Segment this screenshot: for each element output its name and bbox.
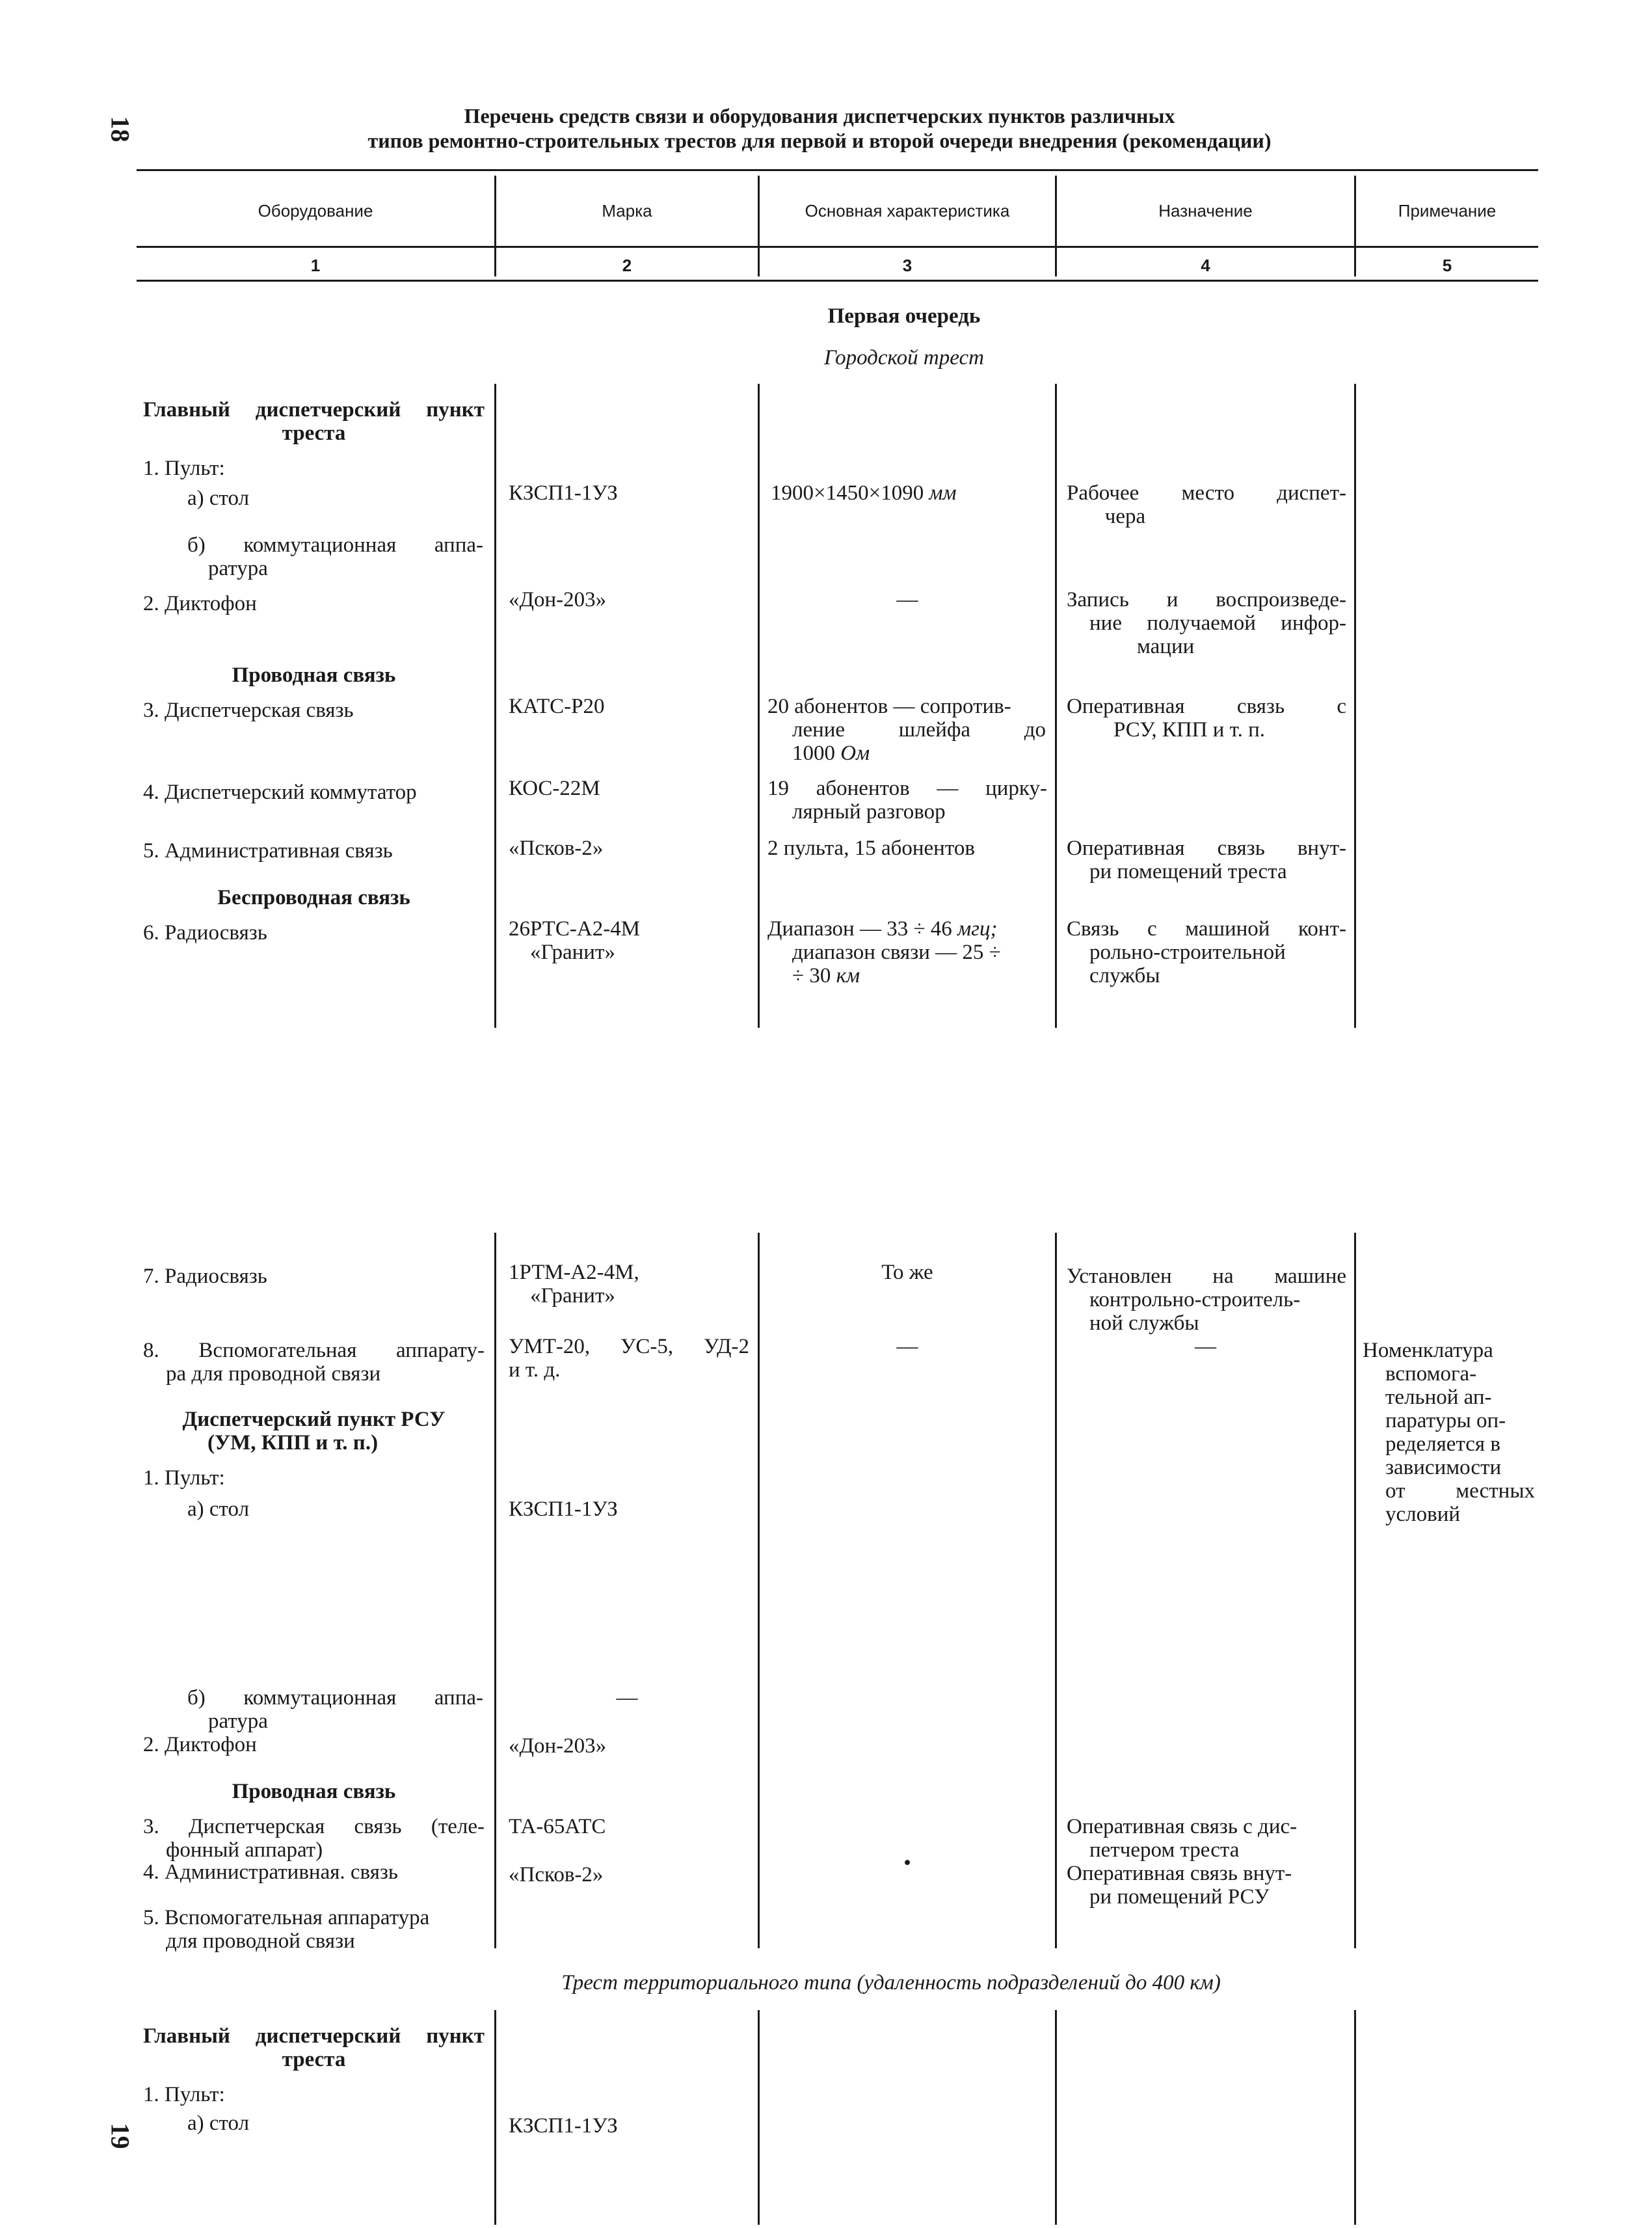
s1-divider-4 [1354,384,1356,1028]
document-title-line2: типов ремонтно-строительных трестов для первой и второй очереди внедрения (рекомендации) [367,129,1272,152]
row-dispatch-switchboard-char-1: 19 абонентов — цирку- [767,777,1047,800]
row-aux-equipment-brand-1: УМТ-20, УС-5, УД-2 [509,1335,749,1358]
row-dispatch-communication-purpose-2: РСУ, КПП и т. п. [1113,718,1265,742]
row-console-table-characteristic: 1900×1450×1090 мм [771,481,957,505]
row-radio-7-brand-2: «Гранит» [530,1284,615,1308]
column-number-5: 5 [1442,256,1452,275]
row-console-table-purpose: Рабочее место диспет- [1067,481,1346,505]
row-radio-brand-1: 26РТС-А2-4М [509,917,641,941]
row-admin-communication-purpose-1: Оперативная связь внут- [1067,837,1346,860]
s3-row-console: 1. Пульт: [143,2083,225,2106]
row-rsu-dictaphone: 2. Диктофон [143,1733,257,1756]
column-header-characteristic: Основная характеристика [805,201,1010,221]
row-radio-7-purpose-1: Установлен на машине [1067,1265,1346,1288]
column-header-brand: Марка [602,201,652,221]
group-main-dispatch-point: Главный диспетчерский пункт [143,398,485,422]
row-rsu-console-table: а) стол [187,1497,250,1521]
column-number-4: 4 [1201,256,1210,275]
page-number-top: 18 [105,116,135,142]
header-rule-bottom [137,280,1538,282]
row-radio-char-1: Диапазон — 33 ÷ 46 мгц; [767,917,998,941]
row-dispatch-communication-brand: КАТС-Р20 [509,695,605,718]
row-radio-7-purpose-3: ной службы [1089,1311,1199,1335]
column-header-note: Примечание [1398,201,1497,221]
row-rsu-aux-equipment: 5. Вспомогательная аппаратура [143,1906,430,1929]
subgroup-wired-communication: Проводная связь [232,664,396,687]
row-rsu-switching-equipment-cont: ратура [208,1710,268,1733]
s3-row-console-table: а) стол [187,2112,250,2135]
document-title-line1: Перечень средств связи и оборудования диспетчерских пунктов различных [464,104,1175,128]
row-rsu-console-table-brand: КЗСП1-1УЗ [509,1497,618,1521]
section-heading-first-stage: Первая очередь [827,304,981,328]
row-switching-equipment: б) коммутационная аппа- [187,533,483,557]
row-rsu-dictaphone-brand: «Дон-203» [509,1734,607,1758]
row-console-table-brand: КЗСП1-1УЗ [509,481,618,505]
row-rsu-aux-equipment-cont: для проводной связи [166,1929,355,1953]
row-dispatch-switchboard-brand: КОС-22М [509,777,600,800]
s3-divider-3 [1055,2010,1057,2225]
row-rsu-console: 1. Пульт: [143,1466,225,1490]
note-nomenclature-6: зависимости [1385,1456,1502,1479]
column-number-1: 1 [310,256,321,275]
note-nomenclature-3: тельной ап- [1385,1386,1492,1409]
row-admin-communication-brand: «Псков-2» [509,837,604,860]
row-aux-equipment-purpose: — [1195,1335,1216,1358]
column-number-3: 3 [902,256,913,275]
row-dispatch-switchboard-char-2: лярный разговор [792,800,946,824]
row-dictaphone-purpose-1: Запись и воспроизведе- [1067,588,1346,611]
row-admin-communication-char: 2 пульта, 15 абонентов [767,837,975,860]
s2-divider-4 [1354,1233,1356,1948]
row-rsu-admin-communication-purpose-1: Оперативная связь внут- [1067,1862,1292,1885]
s3-group-main-dispatch-point-cont: треста [282,2048,346,2071]
row-rsu-switching-equipment-brand: — [616,1686,638,1710]
row-rsu-admin-communication-brand: «Псков-2» [509,1863,604,1886]
header-rule-top [137,169,1538,171]
row-radio-purpose-3: службы [1089,964,1160,987]
note-nomenclature-7: от местных [1385,1479,1535,1503]
row-console-table: а) стол [187,487,250,510]
row-dispatch-switchboard: 4. Диспетчерский коммутатор [143,781,417,804]
row-dictaphone-brand: «Дон-203» [509,588,607,611]
row-switching-equipment-cont: ратура [208,557,268,580]
row-rsu-dispatch-communication-cont: фонный аппарат) [166,1838,323,1862]
row-rsu-dispatch-communication: 3. Диспетчерская связь (теле- [143,1815,485,1838]
row-dictaphone: 2. Диктофон [143,592,257,615]
section-heading-territorial-trust: Трест территориального типа (удаленность подразделений до 400 км) [561,1971,1221,1994]
row-rsu-admin-communication-purpose-2: ри помещений РСУ [1089,1885,1270,1909]
group-rsu-dispatch-point-cont: (УМ, КПП и т. п.) [207,1431,379,1455]
row-radio-7-brand-1: 1РТМ-А2-4М, [509,1261,639,1284]
s3-divider-1 [494,2010,496,2225]
note-nomenclature-2: вспомога- [1385,1362,1477,1386]
row-dictaphone-purpose-3: мации [1137,635,1195,658]
s1-divider-3 [1055,384,1057,1028]
row-dispatch-communication: 3. Диспетчерская связь [143,699,354,722]
row-admin-communication: 5. Административная связь [143,839,393,863]
row-dispatch-communication-purpose-1: Оперативная связь с [1067,695,1346,718]
row-aux-equipment-cont: ра для проводной связи [166,1362,381,1386]
column-number-2: 2 [622,256,632,275]
s3-divider-2 [758,2010,760,2225]
row-rsu-admin-communication: 4. Административная. связь [143,1860,398,1884]
column-header-equipment: Оборудование [258,201,373,221]
subgroup-wireless-communication: Беспроводная связь [217,886,410,909]
row-rsu-dispatch-communication-brand: ТА-65АТС [509,1815,606,1838]
s3-group-main-dispatch-point: Главный диспетчерский пункт [143,2024,485,2048]
row-rsu-switching-equipment: б) коммутационная аппа- [187,1686,483,1710]
row-dispatch-communication-char-3: 1000 Ом [792,742,870,765]
row-radio-brand-2: «Гранит» [530,941,615,964]
row-radio-purpose-1: Связь с машиной конт- [1067,917,1346,941]
row-dispatch-communication-char-1: 20 абонентов — сопротив- [767,695,1011,718]
note-nomenclature-8: условий [1385,1503,1461,1526]
row-radio-7-char: То же [881,1261,933,1284]
group-main-dispatch-point-cont: треста [282,422,346,445]
row-radio-purpose-2: рольно-строительной [1089,941,1286,964]
section-subheading-city-trust: Городской трест [824,346,984,369]
row-aux-equipment-brand-2: и т. д. [509,1358,561,1382]
column-header-purpose: Назначение [1158,201,1253,221]
note-nomenclature-4: паратуры оп- [1385,1409,1506,1432]
note-nomenclature-1: Номенклатура [1363,1339,1493,1362]
subgroup-rsu-wired-communication: Проводная связь [232,1780,396,1803]
row-aux-equipment: 8. Вспомогательная аппарату- [143,1339,485,1362]
page-number-bottom: 19 [105,2123,135,2149]
row-radio: 6. Радиосвязь [143,921,267,945]
row-rsu-dispatch-communication-purpose-1: Оперативная связь с дис- [1067,1815,1298,1838]
header-rule-mid [137,246,1538,248]
s1-divider-1 [494,384,496,1028]
row-dictaphone-purpose-2: ние получаемой инфор- [1089,611,1346,635]
note-nomenclature-5: ределяется в [1385,1432,1500,1456]
row-aux-equipment-char: — [896,1335,918,1358]
row-dictaphone-characteristic: — [896,588,918,611]
row-radio-char-2: диапазон связи — 25 ÷ [792,941,1001,964]
s2-divider-1 [494,1233,496,1948]
row-radio-char-3: ÷ 30 км [792,964,860,987]
row-dispatch-communication-char-2: ление шлейфа до [792,718,1046,742]
row-admin-communication-purpose-2: ри помещений треста [1089,860,1287,883]
row-radio-7-purpose-2: контрольно-строитель- [1089,1288,1301,1311]
row-radio-7: 7. Радиосвязь [143,1265,267,1288]
s3-divider-4 [1354,2010,1356,2225]
group-rsu-dispatch-point: Диспетчерский пункт РСУ [182,1408,446,1431]
s3-row-console-table-brand: КЗСП1-1УЗ [509,2114,618,2138]
s1-divider-2 [758,384,760,1028]
row-console-table-purpose-cont: чера [1104,505,1146,528]
row-rsu-dispatch-communication-purpose-2: петчером треста [1089,1838,1240,1862]
row-console: 1. Пульт: [143,457,225,480]
row-rsu-admin-communication-char: • [903,1851,911,1875]
